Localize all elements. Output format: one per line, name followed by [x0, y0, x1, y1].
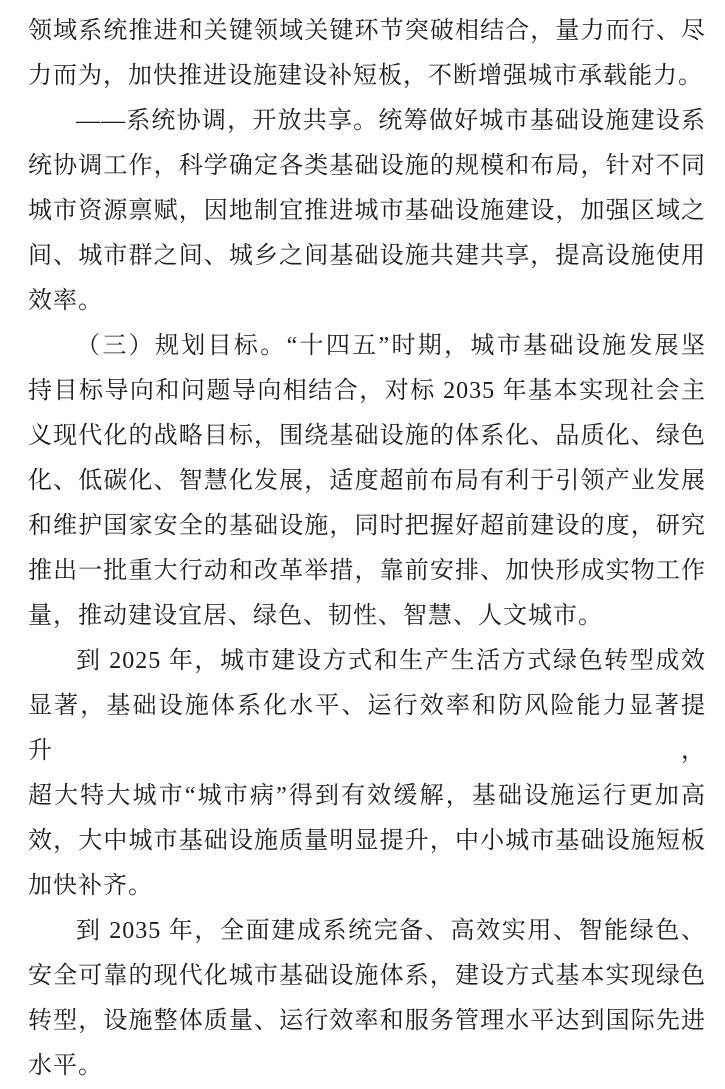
body-text: 水平。	[28, 1053, 103, 1079]
text-line	[28, 144, 706, 189]
body-text: 持目标导向和问题导向相结合，对标 2035 年基本实现社会主	[28, 378, 706, 404]
text-line	[28, 639, 706, 684]
body-text: 加快补齐。	[28, 873, 153, 899]
body-text: 城市资源禀赋，因地制宜推进城市基础设施建设，加强区域之	[28, 198, 706, 224]
text-line	[28, 594, 706, 639]
text-line	[28, 504, 706, 549]
body-text: 统协调工作，科学确定各类基础设施的规模和布局，针对不同	[28, 153, 706, 179]
body-text: 超大特大城市“城市病”得到有效缓解，基础设施运行更加高	[28, 783, 706, 809]
body-text: 效率。	[28, 288, 103, 314]
text-line	[28, 369, 706, 414]
body-text: 推出一批重大行动和改革举措，靠前安排、加快形成实物工作	[28, 558, 706, 584]
body-text: “十四五”时期，城市基础设施发展坚	[286, 333, 706, 359]
text-line	[28, 54, 706, 99]
text-line	[28, 954, 706, 999]
emphasis-text: ——系统协调，开放共享。	[76, 108, 379, 134]
text-line	[28, 459, 706, 504]
body-text: 间、城市群之间、城乡之间基础设施共建共享，提高设施使用	[28, 243, 706, 269]
body-text: 化、低碳化、智慧化发展，适度超前布局有利于引领产业发展	[28, 468, 706, 494]
text-line	[28, 774, 706, 819]
body-text: 和维护国家安全的基础设施，同时把握好超前建设的度，研究	[28, 513, 706, 539]
text-line	[28, 909, 706, 954]
text-line	[28, 279, 706, 324]
body-text: 显著，基础设施体系化水平、运行效率和防风险能力显著提升，	[28, 693, 706, 764]
text-line	[28, 864, 706, 909]
text-line	[28, 819, 706, 864]
text-line	[28, 414, 706, 459]
text-line	[28, 234, 706, 279]
body-text: 效，大中城市基础设施质量明显提升，中小城市基础设施短板	[28, 828, 706, 854]
body-text: 力而为，加快推进设施建设补短板，不断增强城市承载能力。	[28, 63, 703, 89]
text-line	[28, 189, 706, 234]
text-line	[28, 1044, 706, 1089]
body-text: 转型，设施整体质量、运行效率和服务管理水平达到国际先进	[28, 1008, 706, 1034]
body-text: 安全可靠的现代化城市基础设施体系，建设方式基本实现绿色	[28, 963, 706, 989]
body-text: 统筹做好城市基础设施建设系	[378, 108, 706, 134]
document-text	[28, 9, 706, 1089]
text-line	[28, 999, 706, 1044]
body-text: 量，推动建设宜居、绿色、韧性、智慧、人文城市。	[28, 603, 603, 629]
text-line	[28, 324, 706, 369]
body-text: 义现代化的战略目标，围绕基础设施的体系化、品质化、绿色	[28, 423, 706, 449]
text-line	[28, 684, 706, 774]
text-line	[28, 9, 706, 54]
text-line	[28, 99, 706, 144]
body-text: 领域系统推进和关键领域关键环节突破相结合，量力而行、尽	[28, 18, 706, 44]
body-text: 到 2025 年，城市建设方式和生产生活方式绿色转型成效	[76, 648, 706, 674]
text-line	[28, 549, 706, 594]
emphasis-text: （三）规划目标。	[76, 333, 287, 359]
body-text: 到 2035 年，全面建成系统完备、高效实用、智能绿色、	[76, 918, 706, 944]
